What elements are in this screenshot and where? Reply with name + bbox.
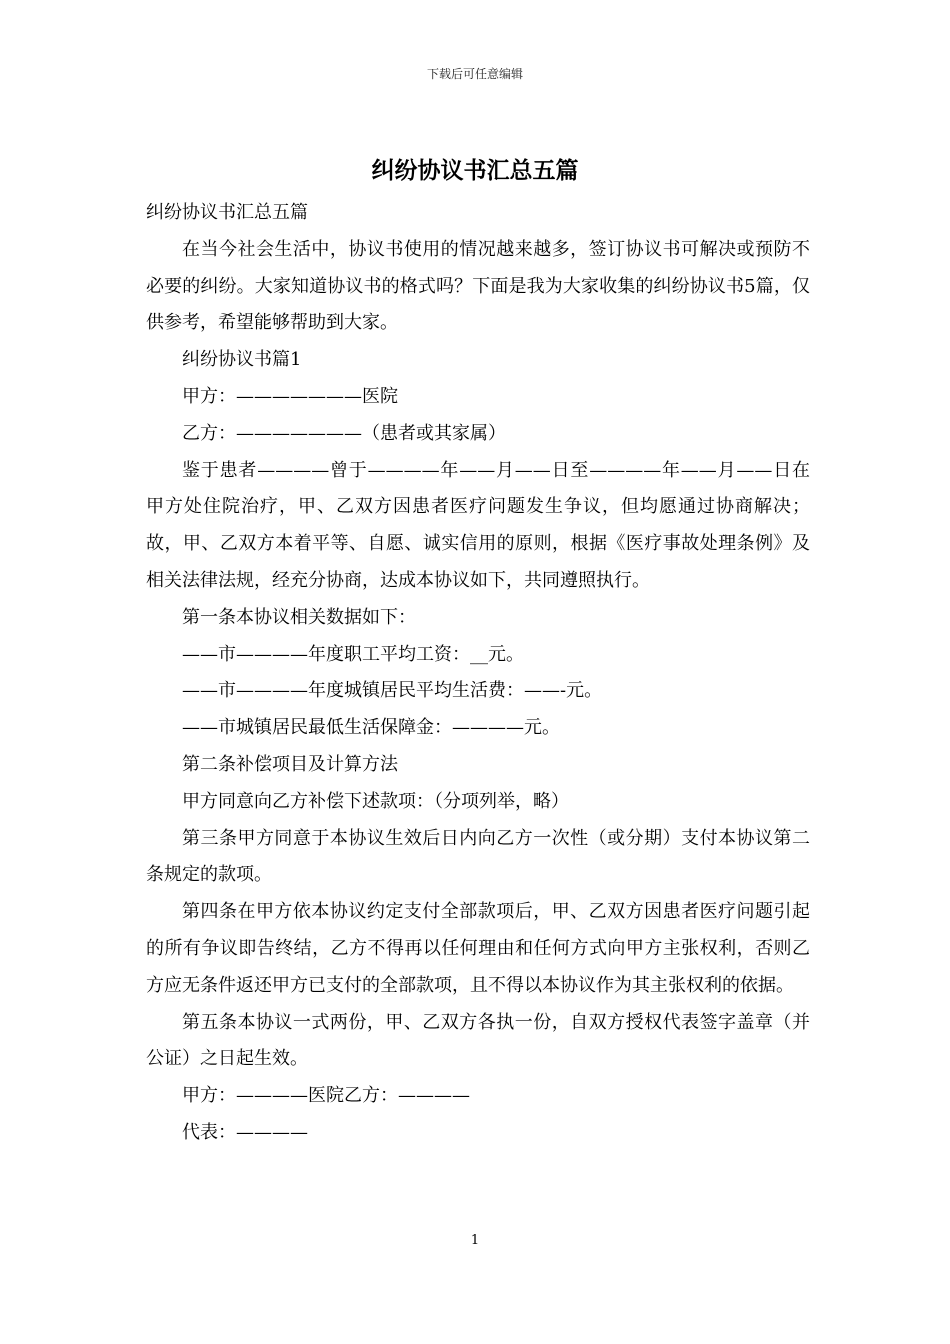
signature-parties: 甲方：————医院乙方：———— — [182, 1085, 470, 1107]
article-five: 第五条本协议一式两份，甲、乙双方各执一份，自双方授权代表签字盖章（并公证）之日起生效。 — [146, 1011, 810, 1070]
document-title: 纠纷协议书汇总五篇 — [371, 157, 579, 184]
party-b-line: 乙方：———————（患者或其家属） — [182, 422, 506, 444]
preamble-paragraph: 鉴于患者————曾于————年——月——日至————年——月——日在甲方处住院治疗，甲、乙双方因患者医疗问题发生争议，但均愿通过协商解决；故，甲、乙双方本着平等、自愿、诚实信用的原则，根据《医疗事故处理条例》及相关法律法规，经充分协商，达成本协议如下，共同遵照执行。 — [146, 459, 810, 591]
document-subtitle: 纠纷协议书汇总五篇 — [146, 202, 308, 223]
document-body — [146, 195, 810, 1152]
article-one: 第一条本协议相关数据如下： — [182, 606, 416, 628]
party-a-line: 甲方：———————医院 — [182, 385, 398, 407]
data-line-min-security: ——市城镇居民最低生活保障金：————元。 — [182, 717, 560, 739]
article-three: 第三条甲方同意于本协议生效后日内向乙方一次性（或分期）支付本协议第二条规定的款项。 — [146, 827, 810, 886]
compensation-items: 甲方同意向乙方补偿下述款项：（分项列举，略） — [182, 790, 569, 812]
article-four: 第四条在甲方依本协议约定支付全部款项后，甲、乙双方因患者医疗问题引起的所有争议即告终结，乙方不得再以任何理由和任何方式向甲方主张权利，否则乙方应无条件返还甲方已支付的全部款项，且不得以本协议作为其主张权利的依据。 — [146, 901, 810, 996]
intro-paragraph: 在当今社会生活中，协议书使用的情况越来越多，签订协议书可解决或预防不必要的纠纷。大家知道协议书的格式吗？下面是我为大家收集的纠纷协议书5篇，仅供参考，希望能够帮助到大家。 — [146, 238, 810, 334]
article-two: 第二条补偿项目及计算方法 — [182, 753, 398, 775]
page-header-note: 下载后可任意编辑 — [426, 67, 523, 81]
section-heading: 纠纷协议书篇1 — [182, 349, 302, 371]
signature-representative: 代表：———— — [182, 1121, 308, 1143]
data-line-living-cost: ——市————年度城镇居民平均生活费：——-元。 — [182, 680, 603, 702]
page-number: 1 — [470, 1233, 480, 1248]
data-line-wage: ——市————年度职工平均工资：__元。 — [182, 643, 524, 665]
